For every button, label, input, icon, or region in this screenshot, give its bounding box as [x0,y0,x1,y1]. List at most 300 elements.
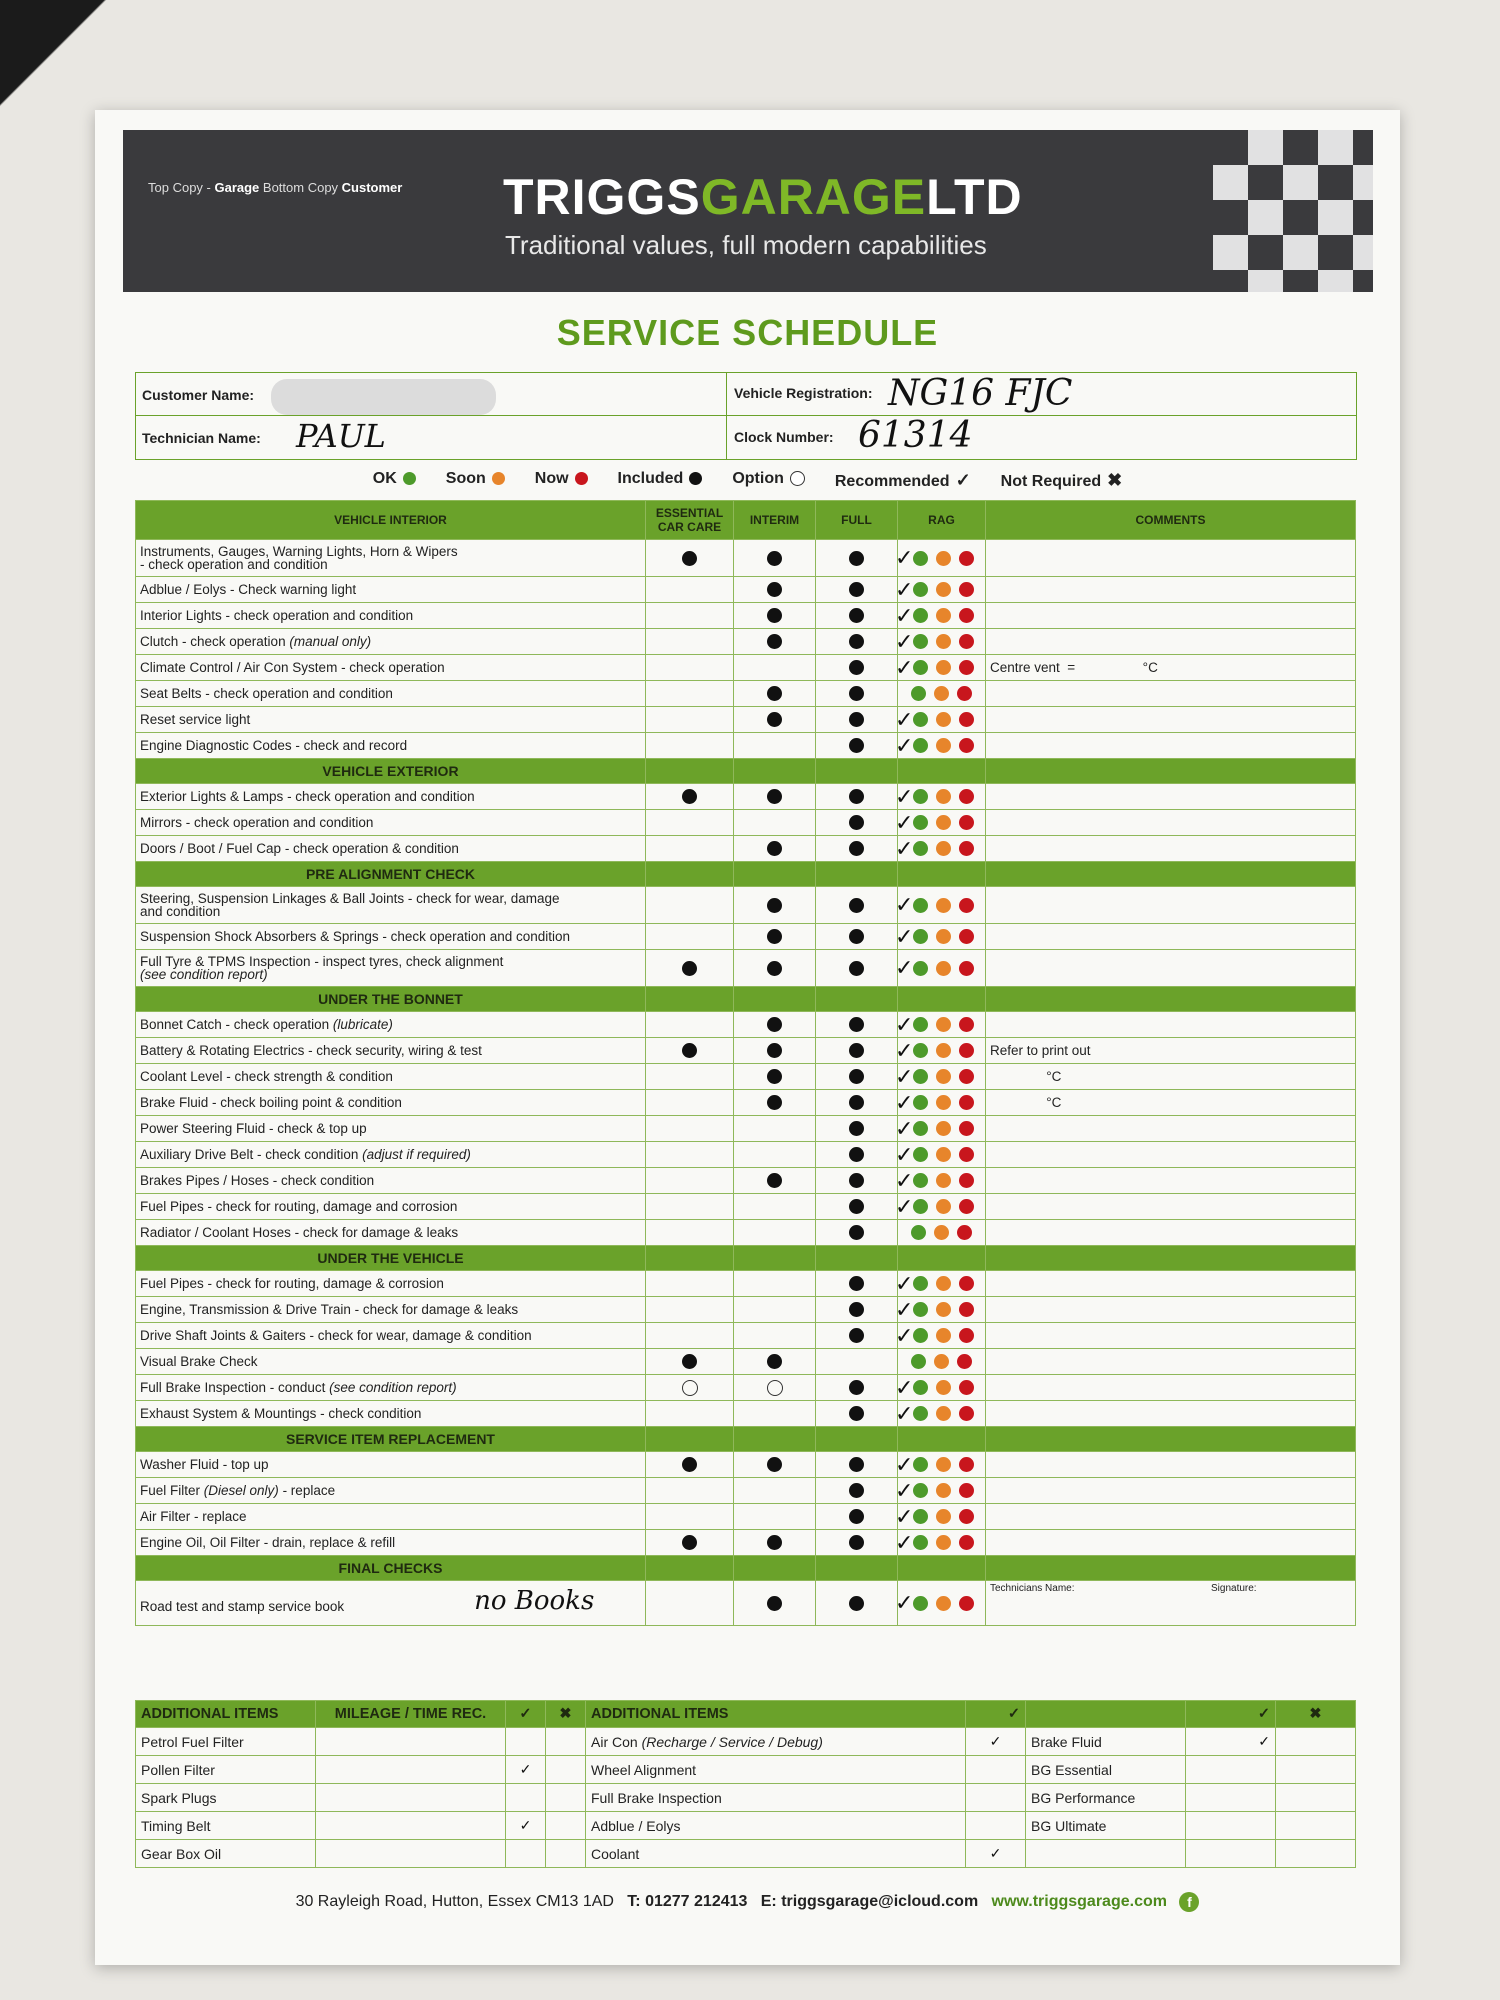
service-level-cell [646,1581,734,1626]
service-level-cell [734,603,816,629]
handwritten-tick-icon: ✓ [895,628,914,654]
table-row [136,1271,1356,1297]
comment-cell [986,1581,1356,1626]
ok-green-dot-icon [913,1017,928,1032]
rag-cell [895,1400,986,1427]
check-item: Mirrors - check operation and condition [136,810,646,836]
ok-green-dot-icon [913,1173,928,1188]
mileage-field [316,1728,506,1756]
service-level-cell [646,1478,734,1504]
included-dot-icon [849,961,864,976]
included-dot-icon [849,1017,864,1032]
handwritten-tick-icon: ✓ [519,1761,532,1777]
service-level-cell [646,924,734,950]
check-item: Instruments, Gauges, Warning Lights, Horn & Wipers - check operation and condition [136,540,646,577]
service-level-cell [816,707,898,733]
handwritten-tick-icon: ✓ [1258,1733,1270,1749]
table-row [136,733,1356,759]
soon-amber-dot-icon [936,1017,951,1032]
service-level-cell [816,577,898,603]
rag-cell [895,1115,986,1142]
soon-amber-dot-icon [936,582,951,597]
table-row [136,1401,1356,1427]
service-level-cell [816,836,898,862]
comment-cell: Refer to print out [986,1038,1356,1064]
handwritten-tick-icon: ✓ [895,1063,914,1089]
service-level-cell [816,1168,898,1194]
included-dot-icon [849,1328,864,1343]
section-header-row [136,862,1356,887]
ok-green-dot-icon [913,738,928,753]
now-red-dot-icon [957,686,972,701]
additional-item-label: Timing Belt [136,1812,316,1840]
table-row [136,603,1356,629]
rag-cell [898,681,986,707]
table-row [136,655,1356,681]
comment-cell [986,1220,1356,1246]
cross-icon: ✖ [546,1701,586,1728]
service-level-cell [646,1064,734,1090]
now-red-dot-icon [959,1457,974,1472]
additional-item-label: BG Essential [1026,1756,1186,1784]
handwritten-tick-icon: ✓ [519,1817,532,1833]
service-level-cell [816,1271,898,1297]
vehicle-registration-label: Vehicle Registration: [734,385,873,401]
table-row [136,1478,1356,1504]
soon-amber-dot-icon [934,1225,949,1240]
section-header-row [136,987,1356,1012]
handwritten-tick-icon: ✓ [895,1322,914,1348]
rag-cell [895,1089,986,1116]
service-level-cell [646,1038,734,1064]
cross-icon: ✖ [1276,1701,1356,1728]
now-red-dot-icon [959,1199,974,1214]
comment-cell: °C [986,1064,1356,1090]
service-level-cell [734,1168,816,1194]
handwritten-tick-icon: ✓ [895,1529,914,1555]
table-row [136,1064,1356,1090]
legend-item: Now [535,470,588,491]
now-red-dot-icon [959,738,974,753]
rag-cell [898,1220,986,1246]
service-level-cell [646,707,734,733]
included-dot-icon [767,841,782,856]
service-level-cell [816,784,898,810]
service-level-cell [734,1478,816,1504]
included-dot-icon [767,1535,782,1550]
comment-cell [986,784,1356,810]
soon-amber-dot-icon [936,1095,951,1110]
service-level-cell [734,1116,816,1142]
service-level-cell [734,629,816,655]
service-level-cell [816,1064,898,1090]
check-item: Steering, Suspension Linkages & Ball Joints - check for wear, damage and condition [136,887,646,924]
rag-cell [895,602,986,629]
table-row [136,1142,1356,1168]
service-level-cell [734,887,816,924]
handwritten-tick-icon: ✓ [895,1296,914,1322]
now-red-dot-icon [959,841,974,856]
service-level-cell [816,1375,898,1401]
rag-cell [895,1322,986,1349]
table-row [136,1452,1356,1478]
service-level-cell [816,1038,898,1064]
check-item: Interior Lights - check operation and condition [136,603,646,629]
rag-cell [895,576,986,603]
ok-green-dot-icon [913,1535,928,1550]
section-title: SERVICE ITEM REPLACEMENT [136,1427,646,1452]
service-level-cell [646,1220,734,1246]
table-header-row [136,501,1356,540]
service-level-cell [734,681,816,707]
soon-amber-dot-icon [936,1043,951,1058]
service-level-cell [734,1220,816,1246]
service-level-cell [734,1530,816,1556]
ok-green-dot-icon [913,1121,928,1136]
included-dot-icon [682,789,697,804]
handwritten-tick-icon: ✓ [989,1845,1002,1861]
service-level-cell [816,629,898,655]
rag-cell [895,1167,986,1194]
comment-cell [986,1271,1356,1297]
comment-cell [986,1297,1356,1323]
comment-cell [986,1375,1356,1401]
table-row [136,1116,1356,1142]
now-red-dot-icon [959,712,974,727]
table-row [136,784,1356,810]
clock-number-label: Clock Number: [734,429,834,445]
now-red-dot-icon [959,1069,974,1084]
tagline: Traditional values, full modern capabilities [505,230,987,260]
check-item: Radiator / Coolant Hoses - check for damage & leaks [136,1220,646,1246]
amber-dot-icon [492,472,505,485]
service-level-cell [734,1142,816,1168]
service-level-cell [816,1220,898,1246]
rag-cell [895,706,986,733]
included-dot-icon [849,815,864,830]
cross-icon: ✖ [1107,470,1123,490]
service-level-cell [734,707,816,733]
ok-green-dot-icon [913,1276,928,1291]
now-red-dot-icon [957,1354,972,1369]
now-red-dot-icon [959,1017,974,1032]
check-item: Road test and stamp service book no Books [136,1581,646,1626]
rag-cell [895,887,986,924]
column-comments: COMMENTS [986,501,1356,540]
included-dot-icon [682,551,697,566]
handwritten-tick-icon: ✓ [989,1733,1002,1749]
mileage-field [316,1812,506,1840]
included-dot-icon [682,961,697,976]
legend-item: Recommended ✓ [834,470,971,490]
additional-items-table [135,1700,1356,1868]
ok-green-dot-icon [913,1147,928,1162]
included-dot-icon [682,1043,697,1058]
mileage-field [316,1840,506,1868]
comment-cell [986,1349,1356,1375]
rag-cell [895,1581,986,1626]
check-item: Bonnet Catch - check operation (lubricate) [136,1012,646,1038]
included-dot-icon [849,1199,864,1214]
now-red-dot-icon [959,1302,974,1317]
green-dot-icon [403,472,416,485]
handwritten-tick-icon: ✓ [895,1089,914,1115]
letterhead [123,130,1373,292]
footer: 30 Rayleigh Road, Hutton, Essex CM13 1AD T: 01277 212413 E: triggsgarage@icloud.com www.triggsgarage.com f [95,1892,1400,1912]
check-item: Suspension Shock Absorbers & Springs - check operation and condition [136,924,646,950]
service-level-cell [816,1323,898,1349]
now-red-dot-icon [959,1509,974,1524]
rag-cell [895,1270,986,1297]
tick-icon: ✓ [506,1701,546,1728]
legend-item: Not Required ✖ [1000,470,1123,490]
ok-green-dot-icon [911,1354,926,1369]
soon-amber-dot-icon [936,1457,951,1472]
rag-cell [895,732,986,759]
service-level-cell [646,836,734,862]
rag-cell [895,540,986,577]
soon-amber-dot-icon [936,1406,951,1421]
customer-name-label: Customer Name: [142,387,255,403]
service-level-cell [734,1297,816,1323]
check-item: Power Steering Fluid - check & top up [136,1116,646,1142]
now-red-dot-icon [959,582,974,597]
service-level-cell [646,603,734,629]
ok-green-dot-icon [913,841,928,856]
comment-cell [986,707,1356,733]
service-level-cell [646,1323,734,1349]
service-level-cell [646,950,734,987]
table-row [136,629,1356,655]
service-level-cell [646,681,734,707]
ok-green-dot-icon [913,1509,928,1524]
ok-green-dot-icon [913,1069,928,1084]
included-dot-icon [767,712,782,727]
included-dot-icon [849,1457,864,1472]
now-red-dot-icon [959,1380,974,1395]
ok-green-dot-icon [913,789,928,804]
soon-amber-dot-icon [936,634,951,649]
legend [95,470,1400,491]
handwritten-tick-icon: ✓ [895,1374,914,1400]
included-dot-icon [767,1457,782,1472]
check-item: Climate Control / Air Con System - check operation [136,655,646,681]
included-dot-icon [849,1225,864,1240]
handwritten-tick-icon: ✓ [895,1037,914,1063]
service-level-cell [646,1375,734,1401]
service-level-cell [816,1297,898,1323]
ok-green-dot-icon [913,1095,928,1110]
check-item: Clutch - check operation (manual only) [136,629,646,655]
included-dot-icon [767,608,782,623]
section-title: UNDER THE VEHICLE [136,1246,646,1271]
included-dot-icon [767,789,782,804]
check-item: Exterior Lights & Lamps - check operation and condition [136,784,646,810]
now-red-dot-icon [959,815,974,830]
service-level-cell [734,1038,816,1064]
service-level-cell [734,1012,816,1038]
legend-item: Included [618,470,703,491]
open-circle-icon [790,471,805,486]
soon-amber-dot-icon [936,1509,951,1524]
check-item: Air Filter - replace [136,1504,646,1530]
checkered-flag-icon [1213,130,1373,292]
check-item: Battery & Rotating Electrics - check security, wiring & test [136,1038,646,1064]
signature-field-label: Signature: [1211,1583,1257,1594]
column-interim: INTERIM [734,501,816,540]
comment-cell [986,1323,1356,1349]
comment-cell [986,1168,1356,1194]
service-level-cell [816,887,898,924]
now-red-dot-icon [959,1406,974,1421]
handwritten-tick-icon: ✓ [895,1193,914,1219]
now-red-dot-icon [959,1147,974,1162]
service-level-cell [734,1064,816,1090]
service-level-cell [734,1323,816,1349]
now-red-dot-icon [959,1328,974,1343]
included-dot-icon [682,1457,697,1472]
included-dot-icon [767,551,782,566]
table-row [136,1323,1356,1349]
now-red-dot-icon [959,1535,974,1550]
rag-cell [898,1349,986,1375]
comment-cell [986,950,1356,987]
service-level-cell [734,784,816,810]
check-item: Engine Diagnostic Codes - check and record [136,733,646,759]
rag-cell [895,1141,986,1168]
service-level-cell [646,887,734,924]
soon-amber-dot-icon [936,738,951,753]
soon-amber-dot-icon [936,1199,951,1214]
service-level-cell [734,924,816,950]
included-dot-icon [849,1535,864,1550]
ok-green-dot-icon [913,1328,928,1343]
legend-item: OK [373,470,416,491]
check-item: Engine Oil, Oil Filter - drain, replace & refill [136,1530,646,1556]
now-red-dot-icon [959,789,974,804]
handwritten-tick-icon: ✓ [895,732,914,758]
ok-green-dot-icon [913,660,928,675]
included-dot-icon [767,1043,782,1058]
comment-cell [986,681,1356,707]
included-dot-icon [849,789,864,804]
service-level-cell [646,1452,734,1478]
ok-green-dot-icon [913,961,928,976]
handwritten-tick-icon: ✓ [895,654,914,680]
service-level-cell [816,1504,898,1530]
now-red-dot-icon [959,961,974,976]
check-item: Coolant Level - check strength & condition [136,1064,646,1090]
soon-amber-dot-icon [934,686,949,701]
rag-cell [895,1296,986,1323]
ok-green-dot-icon [913,1043,928,1058]
additional-item-label: Wheel Alignment [586,1756,966,1784]
soon-amber-dot-icon [936,551,951,566]
handwritten-tick-icon: ✓ [895,1400,914,1426]
ok-green-dot-icon [913,582,928,597]
handwritten-tick-icon: ✓ [895,1590,914,1616]
soon-amber-dot-icon [936,1276,951,1291]
handwritten-tick-icon: ✓ [895,706,914,732]
legend-item: Soon [446,470,505,491]
soon-amber-dot-icon [936,1173,951,1188]
included-dot-icon [849,898,864,913]
comment-cell [986,733,1356,759]
check-item: Full Brake Inspection - conduct (see condition report) [136,1375,646,1401]
service-level-cell [646,784,734,810]
soon-amber-dot-icon [934,1354,949,1369]
table-row [136,1194,1356,1220]
soon-amber-dot-icon [936,660,951,675]
comment-cell [986,1452,1356,1478]
comment-cell [986,577,1356,603]
ok-green-dot-icon [913,898,928,913]
footer-email: triggsgarage@icloud.com [781,1893,979,1911]
service-level-cell [646,577,734,603]
option-circle-icon [767,1380,783,1396]
included-dot-icon [767,929,782,944]
service-level-cell [646,1530,734,1556]
additional-item-label: Full Brake Inspection [586,1784,966,1812]
service-level-cell [646,655,734,681]
comment-cell [986,1401,1356,1427]
handwritten-tick-icon: ✓ [895,955,914,981]
column-essential: ESSENTIAL CAR CARE [646,501,734,540]
additional-item-row [136,1840,1356,1868]
legend-item: Option [732,470,805,491]
mileage-field [316,1784,506,1812]
service-level-cell [734,1375,816,1401]
included-dot-icon [849,841,864,856]
soon-amber-dot-icon [936,1483,951,1498]
comment-cell [986,1478,1356,1504]
comment-cell [986,1504,1356,1530]
service-level-cell [816,681,898,707]
service-level-cell [734,655,816,681]
section-header-row [136,1246,1356,1271]
check-item: Fuel Filter (Diesel only) - replace [136,1478,646,1504]
table-row [136,1375,1356,1401]
table-row [136,924,1356,950]
service-level-cell [734,810,816,836]
now-red-dot-icon [959,898,974,913]
service-level-cell [816,1581,898,1626]
included-dot-icon [849,1406,864,1421]
service-level-cell [816,1012,898,1038]
check-item: Visual Brake Check [136,1349,646,1375]
service-level-cell [646,1401,734,1427]
table-row [136,810,1356,836]
section-title: VEHICLE EXTERIOR [136,759,646,784]
service-level-cell [646,1349,734,1375]
table-row [136,1168,1356,1194]
table-row [136,540,1356,577]
handwritten-tick-icon: ✓ [895,576,914,602]
clock-number-value: 61314 [858,415,973,456]
service-level-cell [646,1090,734,1116]
rag-cell [895,654,986,681]
ok-green-dot-icon [913,1406,928,1421]
check-item: Brakes Pipes / Hoses - check condition [136,1168,646,1194]
rag-cell [895,783,986,810]
included-dot-icon [849,634,864,649]
now-red-dot-icon [959,929,974,944]
service-level-cell [646,1194,734,1220]
ok-green-dot-icon [913,929,928,944]
technician-name-value: PAUL [296,417,386,455]
included-dot-icon [767,582,782,597]
rag-cell [895,1037,986,1064]
